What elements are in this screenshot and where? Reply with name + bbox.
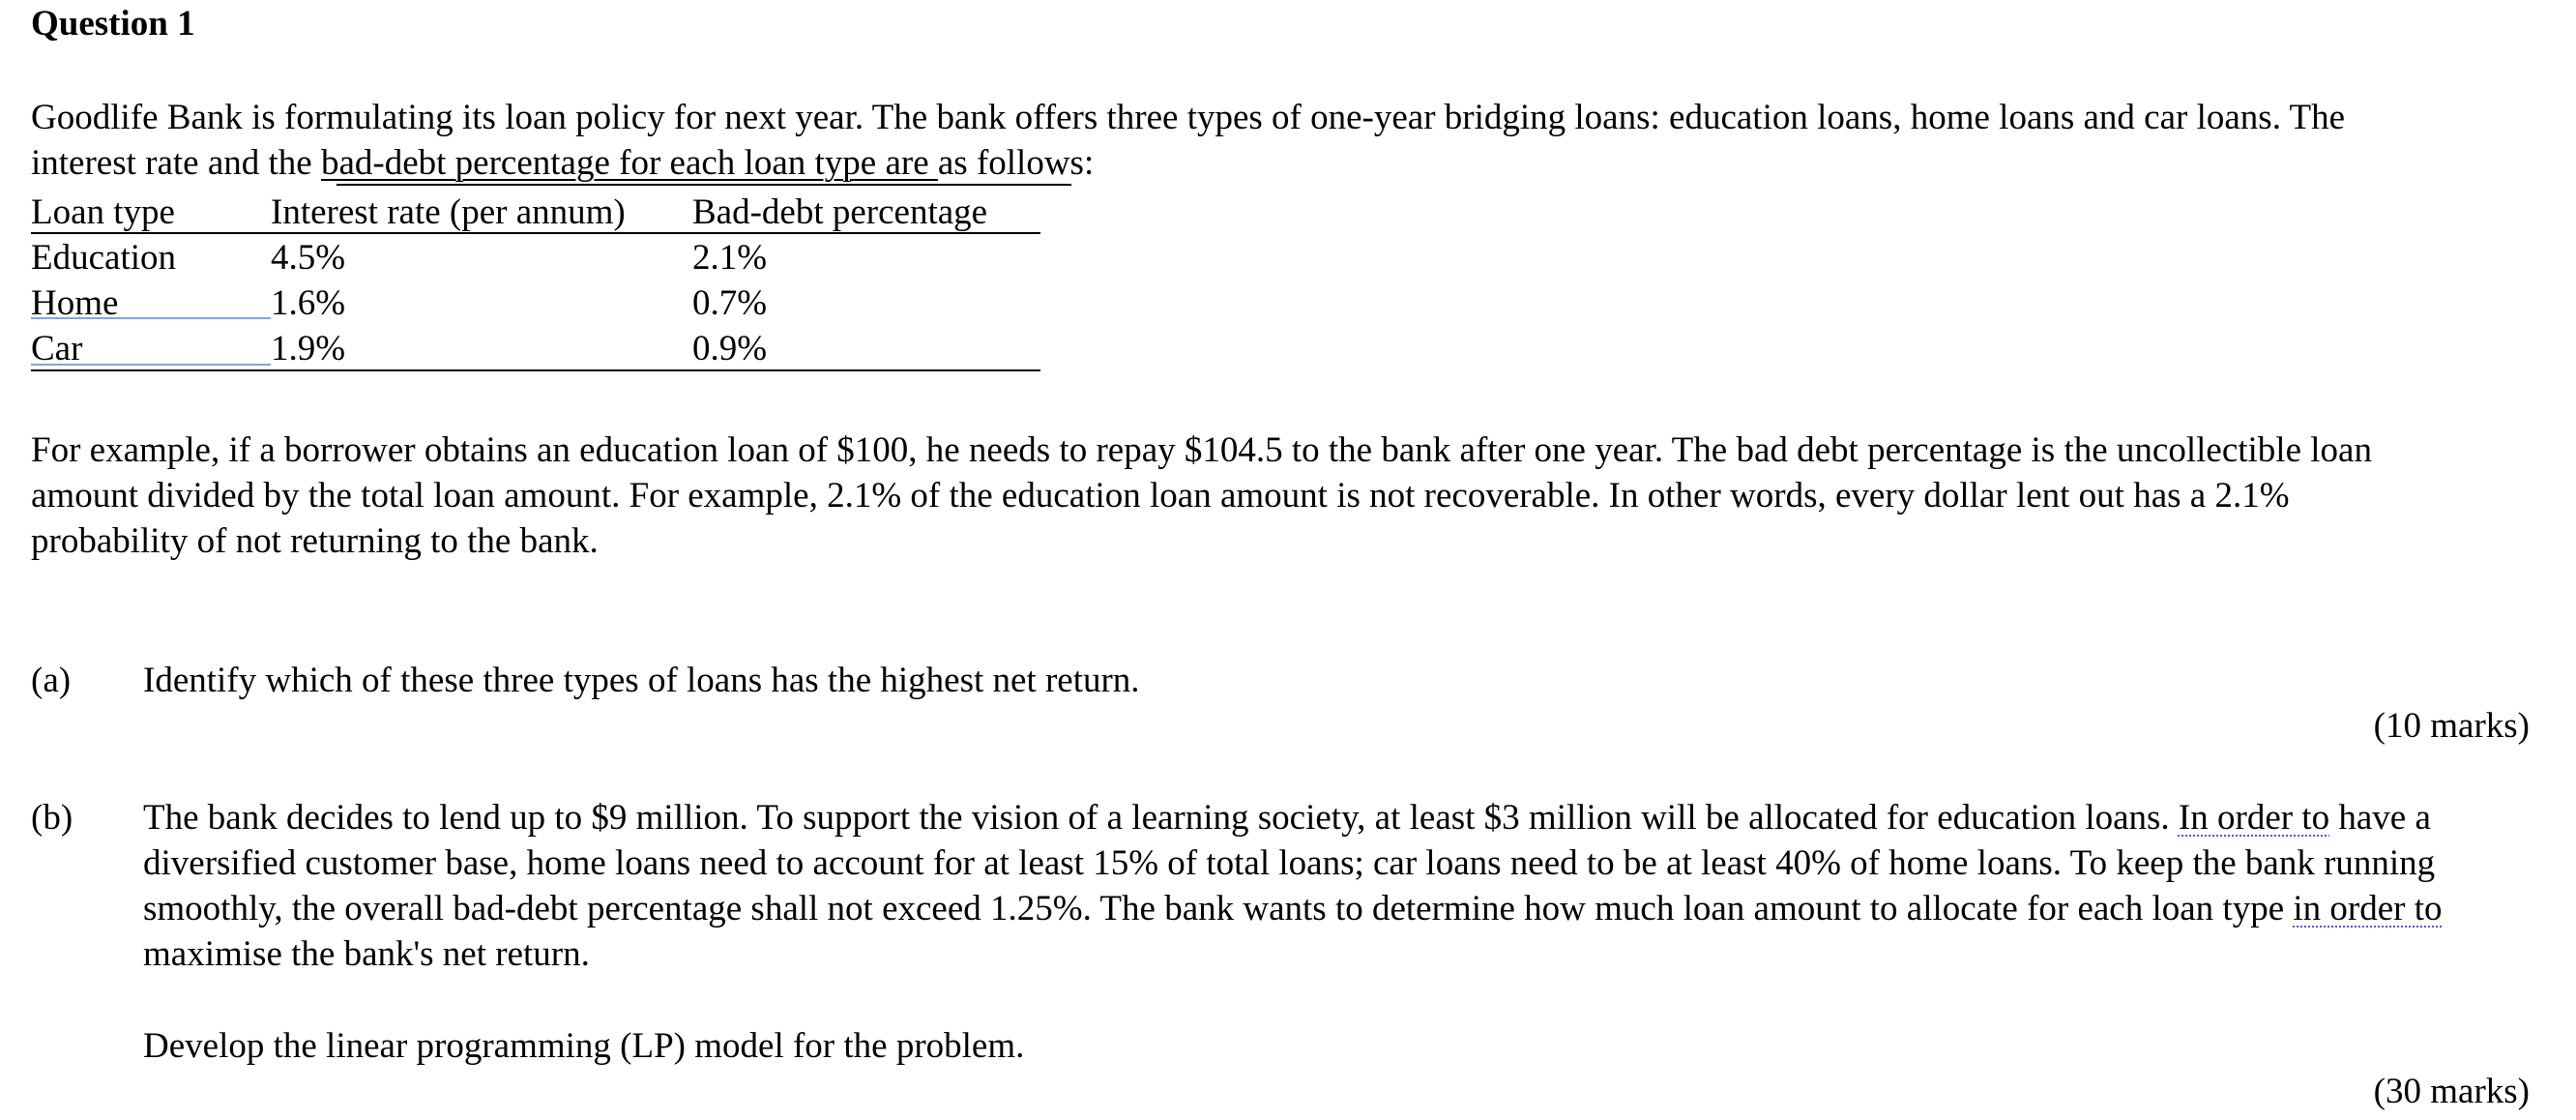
part-a-text: Identify which of these three types of loans has the highest net return. <box>143 661 1140 700</box>
part-a-marks: (10 marks) <box>2373 706 2530 746</box>
part-b-in-order-to-1: In order to <box>2178 798 2330 838</box>
part-b-task: Develop the linear programming (LP) model for the problem. <box>143 1026 1025 1066</box>
table-top-rule <box>337 184 1071 186</box>
loan-table <box>31 190 1040 371</box>
part-b-line-3 <box>143 886 2551 931</box>
row-bad-debt: 0.7% <box>692 283 768 323</box>
part-b-line-4: maximise the bank's net return. <box>143 934 590 974</box>
table-header-rule <box>31 232 1040 234</box>
header-bad-debt: Bad-debt percentage <box>692 192 988 232</box>
part-b-line-1-end: have a <box>2329 798 2431 838</box>
part-b-line-3-start: smoothly, the overall bad-debt percentage shall not exceed 1.25%. The bank wants to determine how much loan amount to allocate for each loan type <box>143 889 2294 928</box>
part-b-line-1 <box>143 795 2551 840</box>
car-row-rule <box>31 364 271 366</box>
intro-line-2-start: interest rate and the <box>31 143 321 183</box>
intro-line-2-end: as follows: <box>937 143 1095 183</box>
intro-line-1: Goodlife Bank is formulating its loan policy for next year. The bank offers three types of one-year bridging loans: education loans, home loans and car loans. The <box>31 98 2346 137</box>
example-paragraph <box>31 427 2545 564</box>
part-b-label: (b) <box>31 798 73 838</box>
intro-line-2-underlined: bad-debt percentage for each loan type are <box>320 143 938 183</box>
part-b-line-1-start: The bank decides to lend up to $9 million. To support the vision of a learning society, at least $3 million will be allocated for education loans. <box>143 798 2179 838</box>
example-line-3: probability of not returning to the bank. <box>31 521 599 561</box>
table-row <box>31 235 1040 280</box>
example-line-2: amount divided by the total loan amount. For example, 2.1% of the education loan amount is not recoverable. In other words, every dollar lent out has a 2.1% <box>31 476 2290 516</box>
part-a-label: (a) <box>31 661 72 700</box>
header-interest-rate: Interest rate (per annum) <box>271 192 626 232</box>
part-b-in-order-to-2: in order to <box>2293 889 2443 928</box>
row-loan-type: Home <box>31 283 119 323</box>
example-line-1: For example, if a borrower obtains an education loan of $100, he needs to repay $104.5 to the bank after one year. The bad debt percentage is the uncollectible loan <box>31 430 2372 470</box>
row-interest: 4.5% <box>271 238 346 278</box>
row-bad-debt: 0.9% <box>692 329 768 368</box>
row-loan-type: Education <box>31 238 177 278</box>
part-b-marks: (30 marks) <box>2373 1072 2530 1111</box>
question-title: Question 1 <box>31 4 195 44</box>
table-bottom-rule <box>31 369 1040 371</box>
row-interest: 1.9% <box>271 329 346 368</box>
part-b-line-2: diversified customer base, home loans need to account for at least 15% of total loans; car loans need to be at least 40% of home loans. To keep the bank running <box>143 843 2436 883</box>
header-loan-type: Loan type <box>31 192 175 232</box>
row-loan-type: Car <box>31 329 83 368</box>
row-interest: 1.6% <box>271 283 346 323</box>
home-row-rule <box>31 317 271 319</box>
intro-paragraph <box>31 95 2545 186</box>
table-header-row <box>31 190 1040 235</box>
row-bad-debt: 2.1% <box>692 238 768 278</box>
intro-line-2 <box>31 140 2545 186</box>
part-b-text <box>143 795 2551 977</box>
